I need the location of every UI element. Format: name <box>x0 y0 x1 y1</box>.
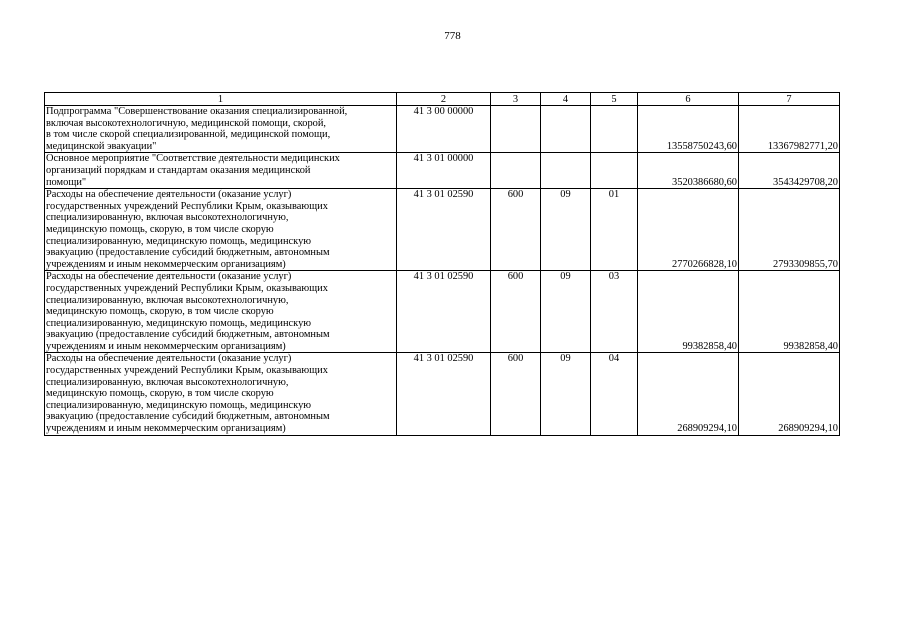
description-line: учреждениям и иным некоммерческим организациям) <box>46 258 286 270</box>
row-description <box>45 353 397 435</box>
budget-table <box>44 92 840 436</box>
row-col5 <box>591 153 638 189</box>
description-line: специализированную, медицинскую помощь, медицинскую <box>46 399 312 411</box>
description-line: включая высокотехнологичную, медицинской помощи, скорой, <box>46 117 326 129</box>
description-line: специализированную, включая высокотехнологичную, <box>46 212 289 224</box>
row-amount-6: 99382858,40 <box>638 271 739 353</box>
page-number: 778 <box>444 30 461 42</box>
row-description <box>45 271 397 353</box>
description-line: государственных учреждений Республики Крым, оказывающих <box>46 365 328 377</box>
row-col4: 09 <box>541 353 591 435</box>
table-row <box>45 153 840 189</box>
description-line: специализированную, медицинскую помощь, медицинскую <box>46 317 312 329</box>
description-line: медицинской эвакуации" <box>46 140 157 152</box>
description-line: в том числе скорой специализированной, медицинской помощи, <box>46 129 331 141</box>
row-col3: 600 <box>491 353 541 435</box>
row-col4: 09 <box>541 189 591 271</box>
row-amount-6: 268909294,10 <box>638 353 739 435</box>
description-line: учреждениям и иным некоммерческим организациям) <box>46 340 286 352</box>
row-amount-6: 3520386680,60 <box>638 153 739 189</box>
table-row <box>45 353 840 435</box>
row-amount-6: 13558750243,60 <box>638 106 739 153</box>
description-line: учреждениям и иным некоммерческим организациям) <box>46 423 286 435</box>
row-description <box>45 106 397 153</box>
header-cell-7: 7 <box>739 93 840 106</box>
row-col4 <box>541 106 591 153</box>
description-line: медицинскую помощь, скорую, в том числе скорую <box>46 306 274 318</box>
description-line: специализированную, медицинскую помощь, медицинскую <box>46 235 312 247</box>
row-description <box>45 189 397 271</box>
description-line: государственных учреждений Республики Крым, оказывающих <box>46 282 328 294</box>
row-amount-7: 13367982771,20 <box>739 106 840 153</box>
row-col5: 04 <box>591 353 638 435</box>
row-col3: 600 <box>491 189 541 271</box>
row-code: 41 3 01 02590 <box>397 189 491 271</box>
header-row <box>45 93 840 106</box>
row-col4 <box>541 153 591 189</box>
header-cell-3: 3 <box>491 93 541 106</box>
header-cell-2: 2 <box>397 93 491 106</box>
description-line: помощи" <box>46 176 87 188</box>
description-line: эвакуацию (предоставление субсидий бюджетным, автономным <box>46 329 330 341</box>
description-line: Подпрограмма "Совершенствование оказания специализированной, <box>46 106 348 117</box>
description-line: эвакуацию (предоставление субсидий бюджетным, автономным <box>46 247 330 259</box>
table-row <box>45 271 840 353</box>
row-amount-7: 3543429708,20 <box>739 153 840 189</box>
description-line: государственных учреждений Республики Крым, оказывающих <box>46 200 328 212</box>
header-cell-4: 4 <box>541 93 591 106</box>
row-amount-7: 268909294,10 <box>739 353 840 435</box>
table-row <box>45 189 840 271</box>
row-code: 41 3 01 02590 <box>397 271 491 353</box>
description-line: медицинскую помощь, скорую, в том числе скорую <box>46 388 274 400</box>
row-description <box>45 153 397 189</box>
table-row <box>45 106 840 153</box>
row-col5: 01 <box>591 189 638 271</box>
row-amount-7: 99382858,40 <box>739 271 840 353</box>
description-line: Расходы на обеспечение деятельности (оказание услуг) <box>46 353 292 365</box>
description-line: Расходы на обеспечение деятельности (оказание услуг) <box>46 189 292 201</box>
description-line: специализированную, включая высокотехнологичную, <box>46 294 289 306</box>
row-code: 41 3 01 00000 <box>397 153 491 189</box>
row-col3 <box>491 153 541 189</box>
description-line: Основное мероприятие "Соответствие деятельности медицинских <box>46 153 340 165</box>
header-cell-5: 5 <box>591 93 638 106</box>
row-code: 41 3 01 02590 <box>397 353 491 435</box>
description-line: эвакуацию (предоставление субсидий бюджетным, автономным <box>46 411 330 423</box>
description-line: Расходы на обеспечение деятельности (оказание услуг) <box>46 271 292 283</box>
description-line: медицинскую помощь, скорую, в том числе скорую <box>46 223 274 235</box>
header-cell-6: 6 <box>638 93 739 106</box>
row-col4: 09 <box>541 271 591 353</box>
row-col5: 03 <box>591 271 638 353</box>
row-col5 <box>591 106 638 153</box>
row-col3: 600 <box>491 271 541 353</box>
header-cell-1: 1 <box>45 93 397 106</box>
row-amount-6: 2770266828,10 <box>638 189 739 271</box>
row-amount-7: 2793309855,70 <box>739 189 840 271</box>
row-code: 41 3 00 00000 <box>397 106 491 153</box>
row-col3 <box>491 106 541 153</box>
description-line: специализированную, включая высокотехнологичную, <box>46 376 289 388</box>
description-line: организаций порядкам и стандартам оказания медицинской <box>46 164 311 176</box>
